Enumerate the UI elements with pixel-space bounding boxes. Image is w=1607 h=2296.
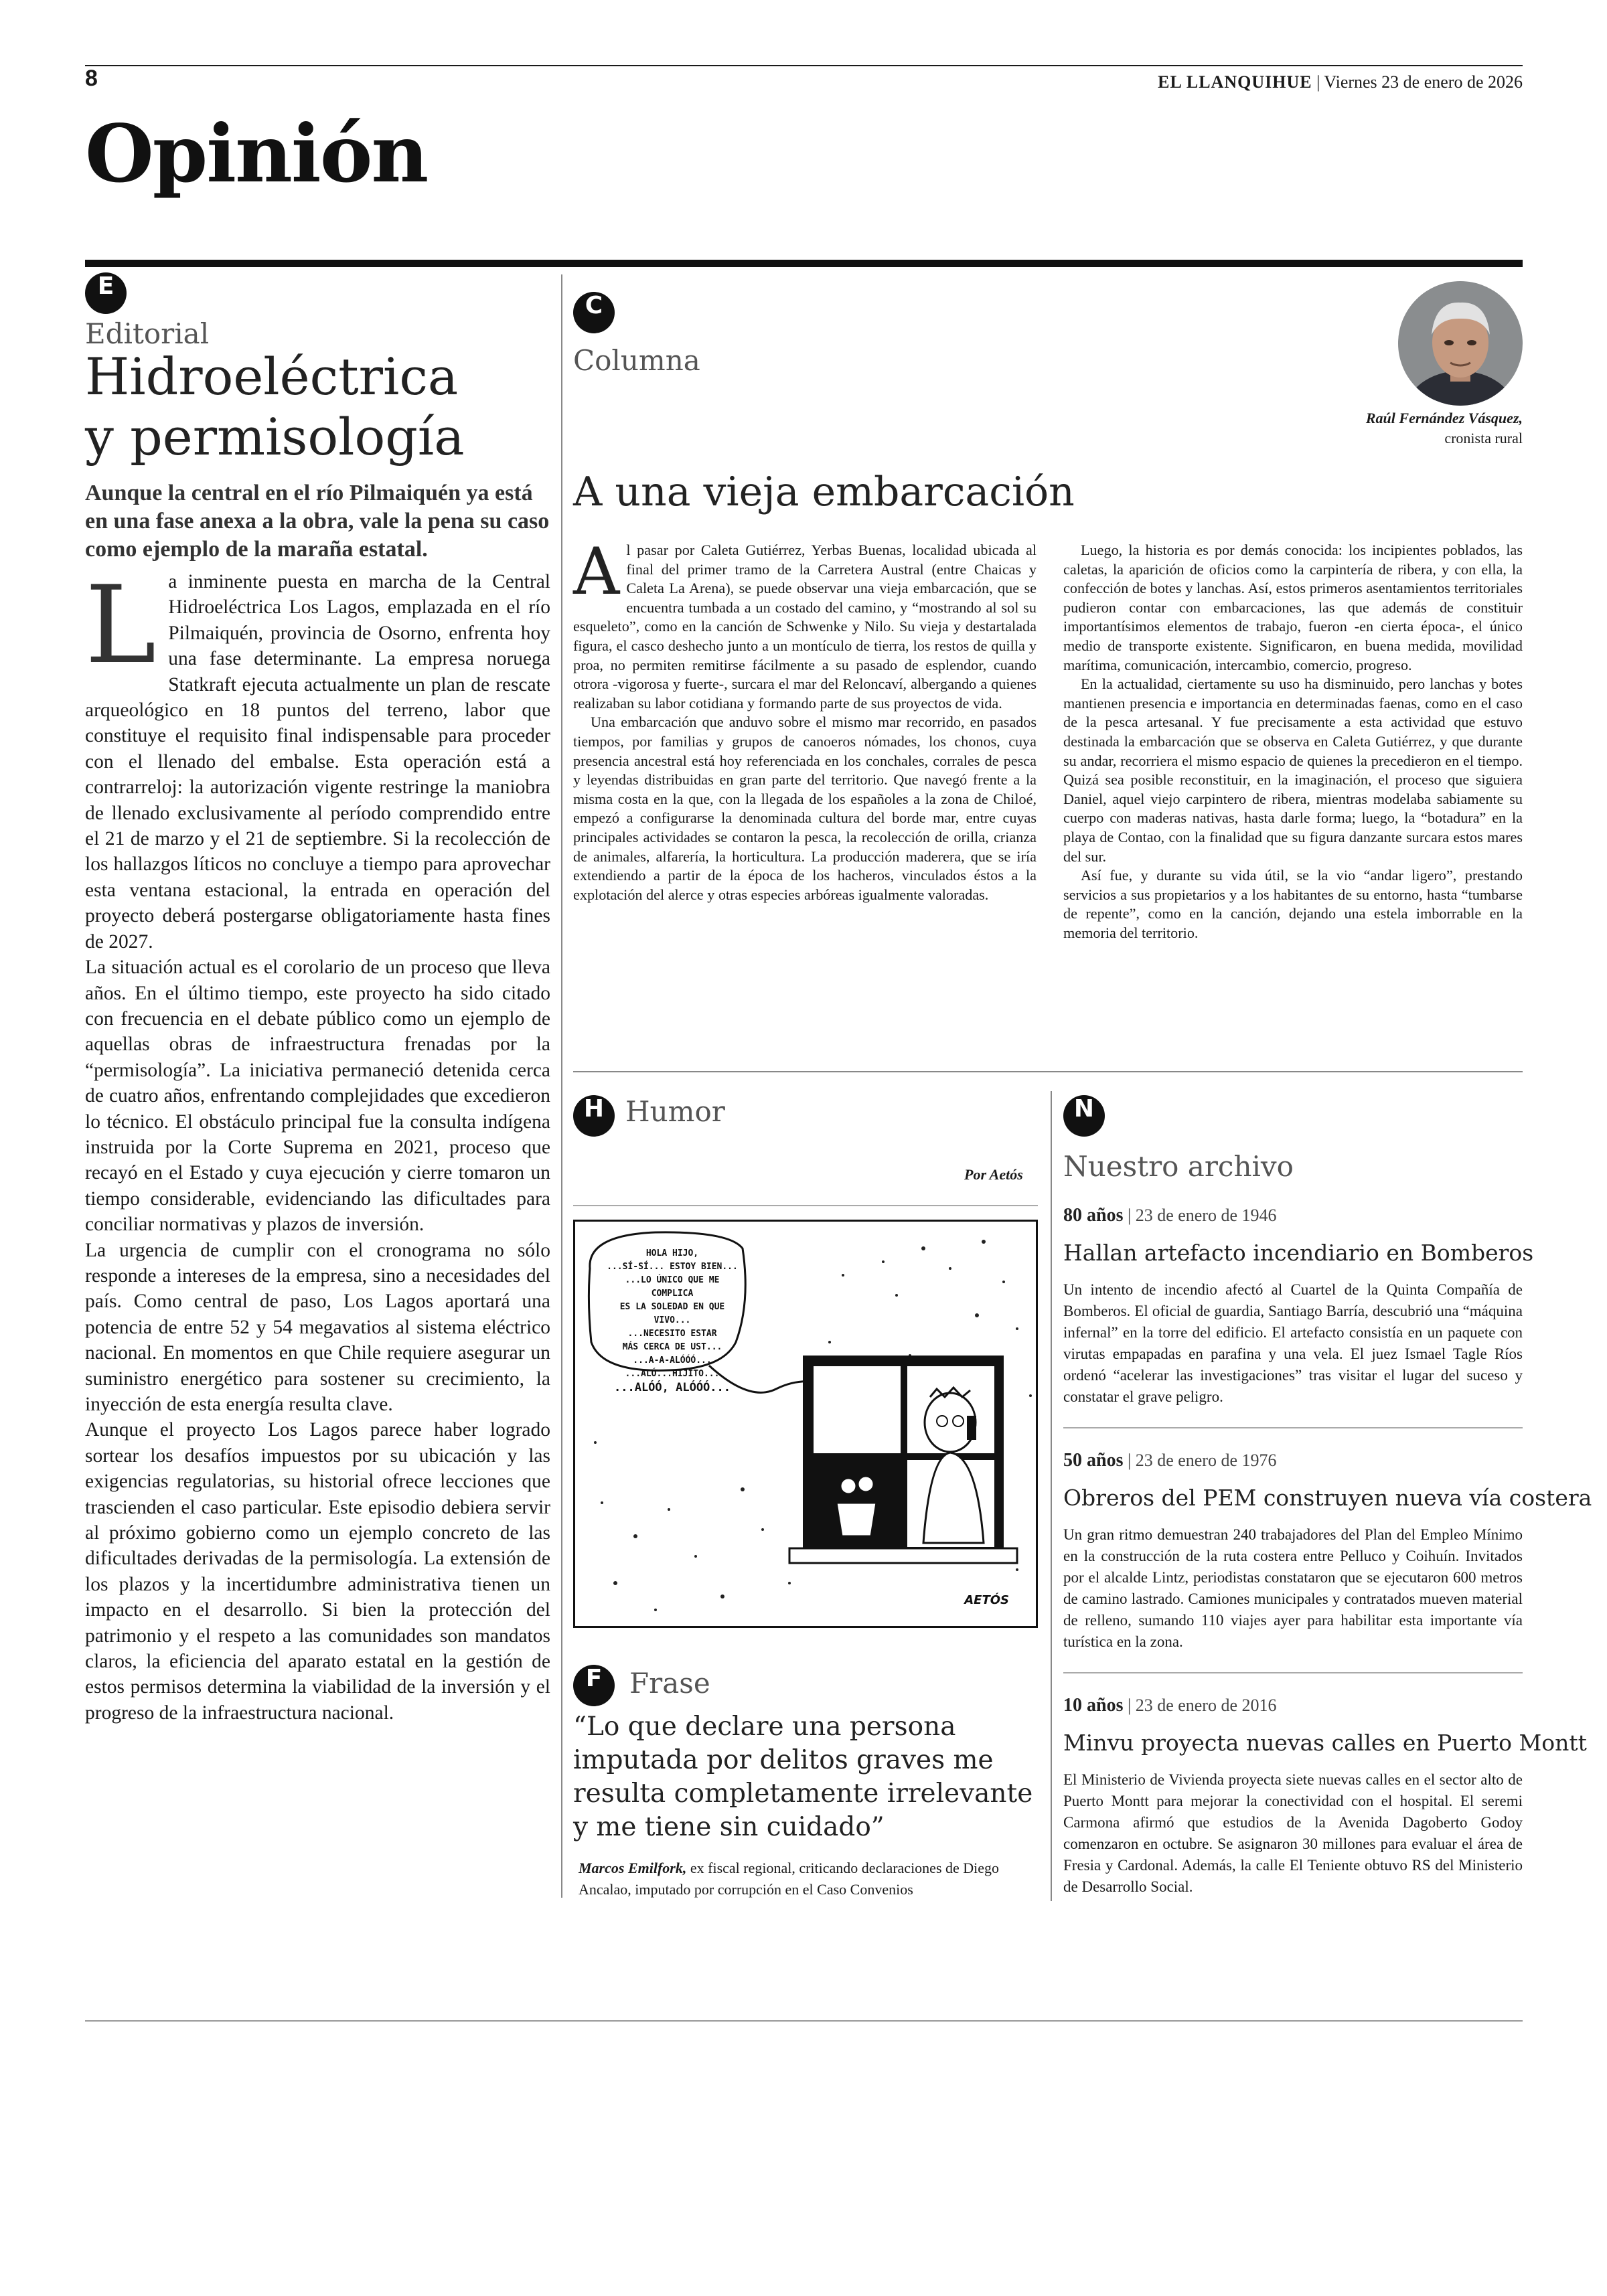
editorial-body <box>85 562 550 1726</box>
humor-cartoon <box>573 1220 1038 1628</box>
editorial-paragraph: La urgencia de cumplir con el cronograma no sólo responde a intereses de la empresa, sino a necesidades del país. Como central de paso, Los Lagos aportará una potencia de entre 52 y 54 megavatios al sistema eléctrico nacional. En momentos en que Chile requiere asegurar un suministro energético para sostener su crecimiento, la inyección de esta energía resulta clave. <box>85 1239 550 1415</box>
column-body-left <box>573 534 1037 904</box>
archive-years: 10 años <box>1063 1695 1124 1716</box>
archive-title: Minvu proyecta nuevas calles en Puerto Montt <box>1063 1730 1587 1756</box>
column-paragraph: Luego, la historia es por demás conocida: los incipientes poblados, las caletas, la aparición de oficios como la carpintería de ribera, y con ella, la confección de botes y lanchas. Así, estos primeros asentamientos territoriales pudieron contar con embarcaciones, las que además de constituir importantísimos elementos de trabajo, fueron -en cierta época-, el único medio de transporte existente. Significaron, en buena medida, movilidad marítima, comunicación, intercambio, comercio, progreso. <box>1063 542 1523 673</box>
dialogue-line: ...ALÓ...HIJITO... <box>625 1369 720 1379</box>
dialogue-line: ...ALÓÓ, ALÓÓÓ... <box>614 1381 731 1394</box>
author-photo <box>1398 281 1523 406</box>
page-bottom-rule <box>85 2020 1523 2022</box>
editorial-paragraph: a inminente puesta en marcha de la Central Hidroeléctrica Los Lagos, emplazada en el río Pilmaiquén, provincia de Osorno, enfrenta hoy una fase determinante. La empresa noruega Statkraft ejecuta actualmente un plan de rescate arqueológico en 18 puntos del terreno, labor que constituye el requisito final indispensable para proceder con el llenado del embalse. Esta operación está a contrarreloj: la autorización vigente restringe la maniobra de llenado exclusivamente al período comprendido entre el 21 de marzo y el 21 de septiembre. Si la recolección de los hallazgos líticos no concluye a tiempo para aprovechar esta ventana estacional, la entrada en operación del proyecto deberá postergarse obligatoriamente hasta fines de 2027. <box>85 571 550 953</box>
issue-date: Viernes 23 de enero de 2026 <box>1324 72 1523 92</box>
author-name: Raúl Fernández Vásquez, <box>1365 410 1523 426</box>
author-role: cronista rural <box>1444 430 1523 446</box>
humor-kicker: Humor <box>625 1095 725 1128</box>
humor-rule <box>573 1205 1038 1206</box>
archive-item-head: 10 años | 23 de enero de 2016 <box>1063 1695 1277 1716</box>
frase-kicker: Frase <box>629 1667 710 1700</box>
archive-item <box>1063 1450 1592 1653</box>
section-title: Opinión <box>85 107 428 200</box>
editorial-lead: Aunque la central en el río Pilmaiquén ya está en una fase anexa a la obra, vale la pena su caso como ejemplo de la maraña estatal. <box>85 481 550 562</box>
column-divider <box>561 274 562 1898</box>
masthead: EL LLANQUIHUE | Viernes 23 de enero de 2026 <box>1158 72 1523 92</box>
archive-item-head: 50 años | 23 de enero de 1976 <box>1063 1450 1277 1471</box>
archive-kicker: Nuestro archivo <box>1063 1150 1294 1183</box>
column-dropcap: A <box>573 534 620 609</box>
frase-source <box>579 1858 1047 1900</box>
archive-date: 23 de enero de 2016 <box>1135 1696 1277 1715</box>
column-paragraph <box>573 534 1037 713</box>
editorial-dropcap: L <box>85 562 157 687</box>
editorial-title-line2: y permisología <box>85 407 465 467</box>
top-rule <box>85 65 1523 66</box>
column-bottom-rule <box>573 1071 1523 1072</box>
archive-years: 80 años <box>1063 1205 1124 1226</box>
column-paragraph: Una embarcación que anduvo sobre el mismo mar recorrido, en pasados tiempos, por familias y grupos de canoeros nómades, los chonos, cuya presencia ancestral está hoy referenciada en los conchales, corrales de pesca y leyendas distribuidas en gran parte del territorio. Que navegó frente a la misma costa en la que, con la llegada de los españoles a la zona de Chiloé, empezó a configurarse la denominada cultura del borde mar, entre cuyas principales actividades se contaron la pesca, la recolección de orilla, crianza de animales, alfarería, la horticultura. La producción maderera, que se iría extendiendo a partir de la época de los hacheros, vinculados éstos a la explotación del alerce y otras especies arbóreas igualmente valoradas. <box>573 714 1037 903</box>
archive-body: Un intento de incendio afectó al Cuartel de la Quinta Compañía de Bomberos. El oficial de guardia, Santiago Barría, descubrió una “máquina infernal” en la torre del edificio. El artefacto consistía en un paquete con virutas empapadas en parafina y una vela. El juez Ismael Tagle Ríos ordenó “acelerar las investigaciones” tras visitar el lugar del suceso y constatar el grave peligro. <box>1063 1281 1523 1405</box>
dialogue-line: MÁS CERCA DE UST... <box>622 1342 722 1352</box>
publication-name: EL LLANQUIHUE <box>1158 72 1312 92</box>
archive-years: 50 años <box>1063 1450 1124 1471</box>
archive-divider <box>1051 1091 1052 1901</box>
page-number: 8 <box>85 66 98 91</box>
dialogue-line: ...SÍ-SÍ... ESTOY BIEN... <box>607 1262 738 1272</box>
editorial-title <box>85 347 554 467</box>
archive-rule <box>1063 1427 1523 1428</box>
frase-source-desc: ex fiscal regional, criticando declaraciones de Diego Ancalao, imputado por corrupción en el Caso Convenios <box>579 1860 1000 1898</box>
column-title: A una vieja embarcación <box>573 469 1075 515</box>
dialogue-line: ...NECESITO ESTAR <box>627 1329 717 1339</box>
archive-item <box>1063 1205 1533 1408</box>
dialogue-line: ...A-A-ALÓÓÓ... <box>633 1356 712 1366</box>
archive-badge: N <box>1063 1095 1105 1137</box>
archive-rule <box>1063 1672 1523 1673</box>
column-body-right <box>1063 541 1523 942</box>
frase-quote: “Lo que declare una persona imputada por delitos graves me resulta completamente irrelevante y me tiene sin cuidado” <box>573 1712 1033 1842</box>
frase-source-name: Marcos Emilfork, <box>579 1860 687 1876</box>
archive-title: Hallan artefacto incendiario en Bomberos <box>1063 1240 1534 1266</box>
flower-pot-icon <box>836 1503 876 1536</box>
section-rule <box>85 260 1523 267</box>
cartoon-dialogue <box>602 1247 743 1394</box>
column-paragraph: Así fue, y durante su vida útil, se la vio “andar ligero”, prestando servicios a sus propietarios y a los habitantes de su entorno, hasta “tumbarse de repente”, como en la canción, dejando una estela imborrable en la memoria del territorio. <box>1063 867 1523 941</box>
editorial-kicker: Editorial <box>85 317 210 350</box>
editorial-paragraph: La situación actual es el corolario de un proceso que lleva años. En el último tiempo, este proyecto ha sido citado con frecuencia en el debate público como un ejemplo de aquellas obras de infraestructura frenadas por la “permisología”. La iniciativa permaneció detenida cerca de cuatro años, enfrentando complejidades que excedieron lo técnico. El obstáculo principal fue la consulta indígena instruida por la Corte Suprema en 2021, proceso que recayó en el Estado y cuya ejecución y cierre tomaron un tiempo considerable, evidenciando las dificultades para conciliar normativas y plazos de inversión. <box>85 957 550 1236</box>
archive-title: Obreros del PEM construyen nueva vía costera <box>1063 1485 1592 1511</box>
editorial-title-line1: Hidroeléctrica <box>85 347 459 406</box>
archive-body: El Ministerio de Vivienda proyecta siete nuevas calles en el sector alto de Puerto Montt para mejorar la conectividad con el hospital. El seremi Carmona afirmó que estudios de la Avenida Dagoberto Godoy comenzaron en octubre. Se asignaron 30 millones para evaluar el área de Fresia y Cardonal. Además, la calle El Teniente obtuvo RS del Ministerio de Desarrollo Social. <box>1063 1771 1523 1895</box>
column-author <box>1366 408 1523 448</box>
dialogue-line: HOLA HIJO, <box>645 1248 699 1258</box>
dialogue-line: ES LA SOLEDAD EN QUE VIVO... <box>619 1302 725 1325</box>
author-portrait-icon <box>1398 281 1523 406</box>
archive-date: 23 de enero de 1946 <box>1135 1206 1277 1225</box>
editorial-paragraph: Aunque el proyecto Los Lagos parece haber logrado sortear los desafíos impuestos por su ubicación y las exigencias regulatorias, su historial ofrece lecciones que trascienden el caso particular. Este episodio debiera servir al próximo gobierno como un ejemplo concreto de las dificultades derivadas de la permisología. La extensión de los plazos y la incertidumbre administrativa tienen un impacto en el desarrollo. Si bien la protección del patrimonio y el respeto a las comunidades son mandatos claros, la eficiencia del aparato estatal en la gestión de estos permisos determina la viabilidad de la inversión y el progreso de la infraestructura nacional. <box>85 1419 550 1724</box>
archive-item-head: 80 años | 23 de enero de 1946 <box>1063 1205 1277 1226</box>
dialogue-line: ...LO ÚNICO QUE ME COMPLICA <box>625 1275 720 1299</box>
frase-badge: F <box>573 1665 615 1706</box>
archive-date: 23 de enero de 1976 <box>1135 1451 1277 1470</box>
column-badge: C <box>573 292 615 333</box>
editorial-badge: E <box>85 272 127 314</box>
archive-body: Un gran ritmo demuestran 240 trabajadores del Plan del Empleo Mínimo en la construcción de la ruta costera entre Pelluco y Coihuín. Invitados por el alcalde Lintz, periodistas constataron que se ejecutaron 600 metros de camino lastrado. Camiones municipales y contratados mueven material de relleno, sumando 110 viajes ayer para habilitar esta importante vía turística en la zona. <box>1063 1526 1523 1650</box>
cartoon-signature: AETÓS <box>964 1593 1009 1607</box>
archive-item <box>1063 1695 1587 1898</box>
humor-byline: Por Aetós <box>964 1166 1023 1183</box>
column-kicker: Columna <box>573 344 700 377</box>
column-paragraph: En la actualidad, ciertamente su uso ha disminuido, pero lanchas y botes mantienen presencia e importancia en determinadas faenas, como en el caso de la pesca artesanal. Y fue precisamente a esta actividad que estuvo destinada la embarcación que se observa en Caleta Gutiérrez, y que durante su andar, recorriera el mismo espacio de quienes la precedieron en el tiempo. Quizá sea posible reconstituir, en la imaginación, el proceso que siguiera Daniel, aquel viejo carpintero de ribera, mientras modelaba sabiamente su cuerpo con maderas nativas, hasta darle forma; luego, la “botadura” en la playa de Contao, con la finalidad que su figura danzante surcara estos mares del sur. <box>1063 675 1523 865</box>
column-paragraph-text: l pasar por Caleta Gutiérrez, Yerbas Buenas, localidad ubicada al final del primer tramo de la Carretera Austral (entre Chaicas y Caleta La Arena), se puede observar una vieja embarcación, que se encuentra tumbada a un costado del camino, y “mostrando al sol su esqueleto”, como en la canción de Schwenke y Nilo. Su vieja y destartalada figura, el casco deshecho junto a un montículo de tierra, los restos de quilla y proa, no permiten remitirse fácilmente a su pasado de esplendor, cuando otrora -vigorosa y fuerte-, surcara el mar del Reloncaví, albergando a quienes realizaban su labor cotidiana y formando parte de sus proyectos de vida. <box>573 542 1037 712</box>
humor-badge: H <box>573 1095 615 1137</box>
